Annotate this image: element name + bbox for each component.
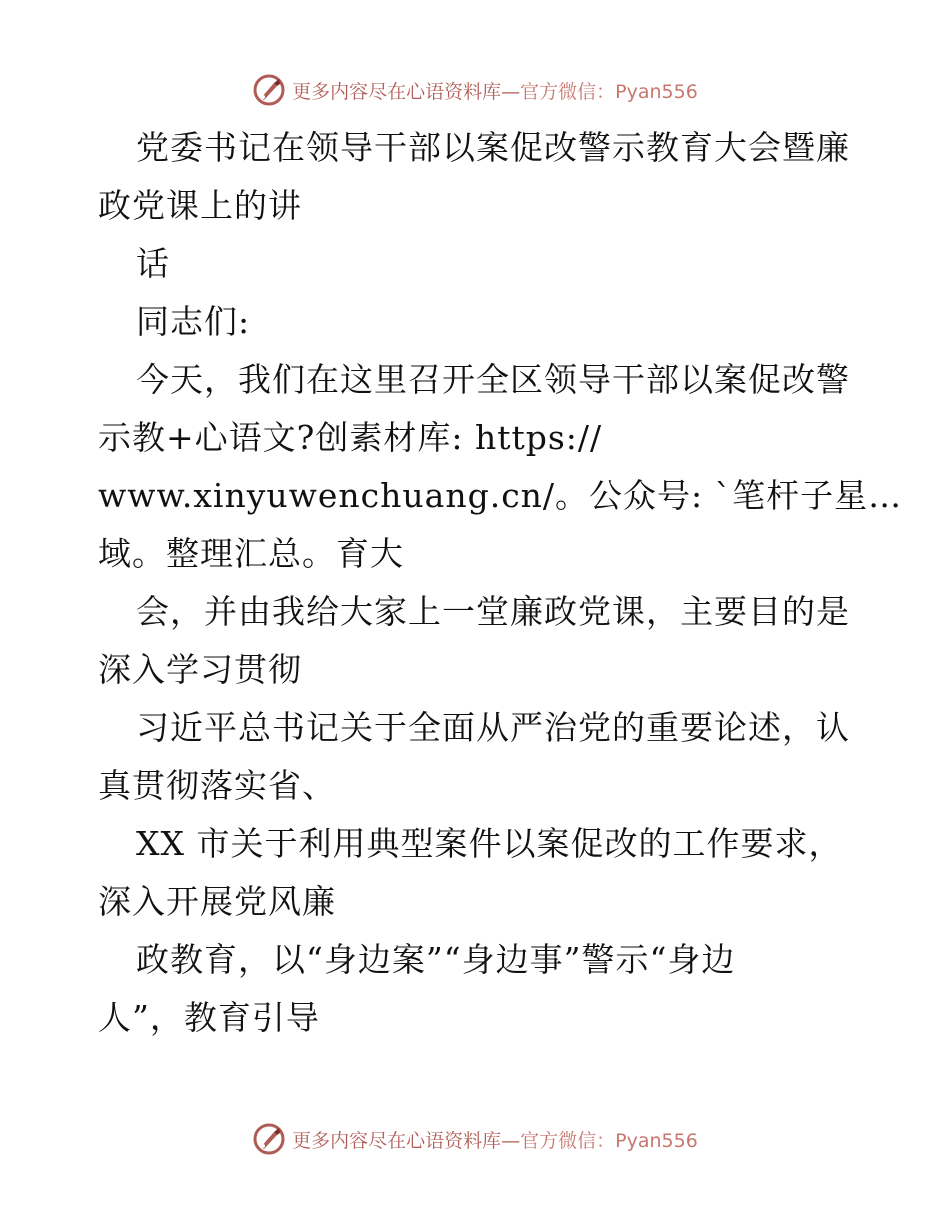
doc-title-line-3: 话 bbox=[136, 244, 170, 283]
doc-title-line-2: 政党课上的讲 bbox=[98, 186, 302, 225]
doc-paragraph-line: 今天，我们在这里召开全区领导干部以案促改警 bbox=[136, 360, 850, 399]
header-watermark-banner bbox=[0, 70, 950, 110]
doc-paragraph-line: 习近平总书记关于全面从严治党的重要论述，认 bbox=[136, 708, 850, 747]
doc-paragraph-line: 深入开展党风廉 bbox=[98, 882, 336, 921]
doc-paragraph-line: 政教育，以“身边案”“身边事”警示“身边 bbox=[136, 940, 736, 979]
footer-site-text: 更多内容尽在心语资料库—官方微信：Pyan556 bbox=[292, 1129, 698, 1152]
header-site-text: 更多内容尽在心语资料库—官方微信：Pyan556 bbox=[292, 80, 698, 103]
doc-paragraph-line: 域。整理汇总。育大 bbox=[98, 534, 404, 573]
doc-paragraph-line: 真贯彻落实省、 bbox=[98, 766, 336, 805]
pen-logo-icon bbox=[252, 73, 286, 107]
doc-paragraph-line: 深入学习贯彻 bbox=[98, 650, 302, 689]
doc-paragraph-line: 人”，教育引导 bbox=[98, 998, 320, 1037]
doc-salutation: 同志们: bbox=[136, 302, 251, 341]
doc-paragraph-line: 示教+心语文?创素材库: https:// bbox=[98, 418, 603, 457]
pen-logo-icon bbox=[252, 1122, 286, 1156]
doc-paragraph-line: XX 市关于利用典型案件以案促改的工作要求， bbox=[136, 824, 843, 863]
doc-paragraph-line: www.xinyuwenchuang.cn/。公众号: `笔杆子星… bbox=[98, 476, 903, 515]
footer-watermark-banner bbox=[0, 1119, 950, 1159]
doc-title-line-1: 党委书记在领导干部以案促改警示教育大会暨廉 bbox=[136, 128, 850, 167]
doc-paragraph-line: 会，并由我给大家上一堂廉政党课，主要目的是 bbox=[136, 592, 850, 631]
